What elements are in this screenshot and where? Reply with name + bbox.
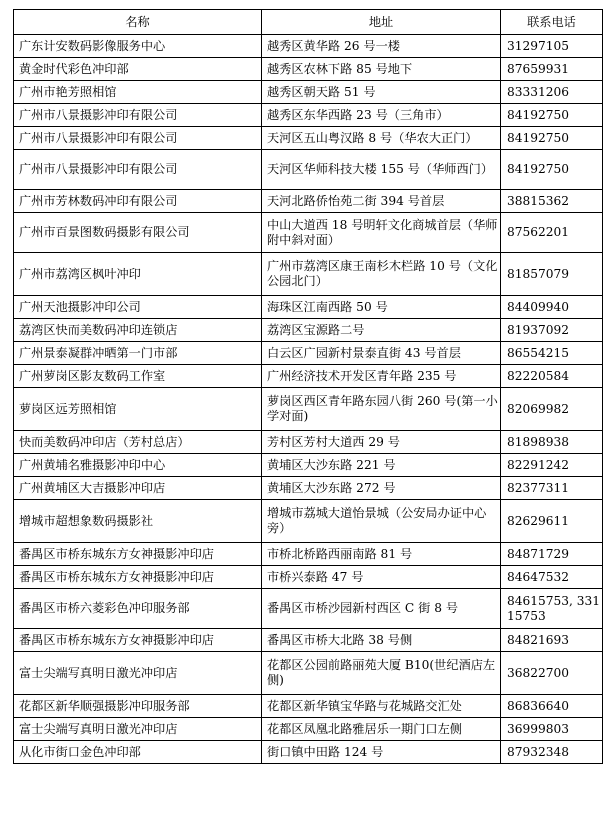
table-row [14, 296, 603, 319]
shop-address: 黄埔区大沙东路 272 号 [262, 477, 501, 500]
shop-name: 广州市荔湾区枫叶冲印 [14, 253, 262, 296]
shop-phone: 81898938 [501, 431, 603, 454]
table-row [14, 718, 603, 741]
shop-phone: 87562201 [501, 213, 603, 253]
shop-phone: 84409940 [501, 296, 603, 319]
table-row [14, 454, 603, 477]
table-row [14, 81, 603, 104]
shop-name: 从化市街口金色冲印部 [14, 741, 262, 764]
shop-phone: 86554215 [501, 342, 603, 365]
table-row [14, 365, 603, 388]
table-row [14, 695, 603, 718]
table-row [14, 500, 603, 543]
shop-address: 越秀区东华西路 23 号（三角市） [262, 104, 501, 127]
table-row [14, 190, 603, 213]
shop-phone: 82220584 [501, 365, 603, 388]
shop-name: 快而美数码冲印店（芳村总店） [14, 431, 262, 454]
shop-name: 黄金时代彩色冲印部 [14, 58, 262, 81]
shop-address: 花都区公园前路丽苑大厦 B10(世纪酒店左侧) [262, 652, 501, 695]
shop-phone: 82069982 [501, 388, 603, 431]
shop-phone: 81937092 [501, 319, 603, 342]
shop-name: 广州萝岗区影友数码工作室 [14, 365, 262, 388]
shop-address: 芳村区芳村大道西 29 号 [262, 431, 501, 454]
shop-phone: 83331206 [501, 81, 603, 104]
shop-address: 越秀区农林下路 85 号地下 [262, 58, 501, 81]
shop-name: 广州市芳林数码冲印有限公司 [14, 190, 262, 213]
shop-name: 广州黄埔区大吉摄影冲印店 [14, 477, 262, 500]
shop-phone: 38815362 [501, 190, 603, 213]
shop-phone: 87659931 [501, 58, 603, 81]
shop-phone: 84647532 [501, 566, 603, 589]
shop-name: 荔湾区快而美数码冲印连锁店 [14, 319, 262, 342]
table-row [14, 431, 603, 454]
shop-phone: 84192750 [501, 127, 603, 150]
shop-name: 花都区新华顺强摄影冲印服务部 [14, 695, 262, 718]
shop-address: 白云区广园新村景泰直街 43 号首层 [262, 342, 501, 365]
shop-name: 番禺区市桥东城东方女神摄影冲印店 [14, 566, 262, 589]
shop-address: 街口镇中田路 124 号 [262, 741, 501, 764]
table-row [14, 253, 603, 296]
shop-phone: 36999803 [501, 718, 603, 741]
shop-address: 天河区华师科技大楼 155 号（华师西门） [262, 150, 501, 190]
shop-phone: 82291242 [501, 454, 603, 477]
table-header-row [14, 10, 603, 35]
shop-address: 广州市荔湾区康王南杉木栏路 10 号（文化公园北门） [262, 253, 501, 296]
shop-name: 广东计安数码影像服务中心 [14, 35, 262, 58]
shop-address: 黄埔区大沙东路 221 号 [262, 454, 501, 477]
table-row [14, 629, 603, 652]
table-row [14, 58, 603, 81]
header-address: 地址 [262, 10, 501, 35]
table-row [14, 319, 603, 342]
shop-name: 富士尖端写真明日激光冲印店 [14, 652, 262, 695]
table-row [14, 566, 603, 589]
shop-name: 萝岗区远芳照相馆 [14, 388, 262, 431]
header-name: 名称 [14, 10, 262, 35]
shop-address: 海珠区江南西路 50 号 [262, 296, 501, 319]
shop-phone: 84821693 [501, 629, 603, 652]
shop-phone: 82377311 [501, 477, 603, 500]
shop-address: 番禺区市桥大北路 38 号侧 [262, 629, 501, 652]
table-row [14, 741, 603, 764]
shop-name: 广州市艳芳照相馆 [14, 81, 262, 104]
shop-name: 番禺区市桥东城东方女神摄影冲印店 [14, 543, 262, 566]
shop-address: 荔湾区宝源路二号 [262, 319, 501, 342]
shop-phone: 84192750 [501, 104, 603, 127]
table-row [14, 477, 603, 500]
table-row [14, 342, 603, 365]
table-row [14, 35, 603, 58]
shop-name: 广州市百景图数码摄影有限公司 [14, 213, 262, 253]
shop-address: 越秀区黄华路 26 号一楼 [262, 35, 501, 58]
shop-address: 广州经济技术开发区青年路 235 号 [262, 365, 501, 388]
shop-name: 番禺区市桥东城东方女神摄影冲印店 [14, 629, 262, 652]
table-row [14, 150, 603, 190]
table-row [14, 589, 603, 629]
shop-name: 番禺区市桥六菱彩色冲印服务部 [14, 589, 262, 629]
shop-phone: 84192750 [501, 150, 603, 190]
shop-phone: 87932348 [501, 741, 603, 764]
shop-name: 广州市八景摄影冲印有限公司 [14, 127, 262, 150]
table-row [14, 213, 603, 253]
table-row [14, 652, 603, 695]
shop-name: 富士尖端写真明日激光冲印店 [14, 718, 262, 741]
shop-phone: 86836640 [501, 695, 603, 718]
table-row [14, 127, 603, 150]
shop-address: 越秀区朝天路 51 号 [262, 81, 501, 104]
shop-name: 广州黄埔名雅摄影冲印中心 [14, 454, 262, 477]
shop-name: 广州景泰凝群冲晒第一门市部 [14, 342, 262, 365]
shop-address: 花都区凤凰北路雅居乐一期门口左侧 [262, 718, 501, 741]
shop-phone: 84615753, 33115753 [501, 589, 603, 629]
shop-address: 花都区新华镇宝华路与花城路交汇处 [262, 695, 501, 718]
shop-name: 广州市八景摄影冲印有限公司 [14, 104, 262, 127]
shop-phone: 36822700 [501, 652, 603, 695]
shop-address: 天河区五山粤汉路 8 号（华农大正门） [262, 127, 501, 150]
shop-address: 市桥北桥路西丽南路 81 号 [262, 543, 501, 566]
shop-name: 增城市超想象数码摄影社 [14, 500, 262, 543]
shop-phone: 31297105 [501, 35, 603, 58]
shop-address: 萝岗区西区青年路东园八街 260 号(第一小学对面) [262, 388, 501, 431]
shop-name: 广州市八景摄影冲印有限公司 [14, 150, 262, 190]
shop-phone: 81857079 [501, 253, 603, 296]
shop-phone: 82629611 [501, 500, 603, 543]
shop-name: 广州天池摄影冲印公司 [14, 296, 262, 319]
header-phone: 联系电话 [501, 10, 603, 35]
table-row [14, 104, 603, 127]
shop-address: 增城市荔城大道怡景城（公安局办证中心旁） [262, 500, 501, 543]
photo-shop-directory-table [13, 9, 603, 764]
shop-address: 市桥兴泰路 47 号 [262, 566, 501, 589]
table-row [14, 543, 603, 566]
shop-address: 番禺区市桥沙园新村西区 C 街 8 号 [262, 589, 501, 629]
shop-phone: 84871729 [501, 543, 603, 566]
shop-address: 中山大道西 18 号明轩文化商城首层（华师附中斜对面） [262, 213, 501, 253]
shop-address: 天河北路侨怡苑二街 394 号首层 [262, 190, 501, 213]
table-row [14, 388, 603, 431]
